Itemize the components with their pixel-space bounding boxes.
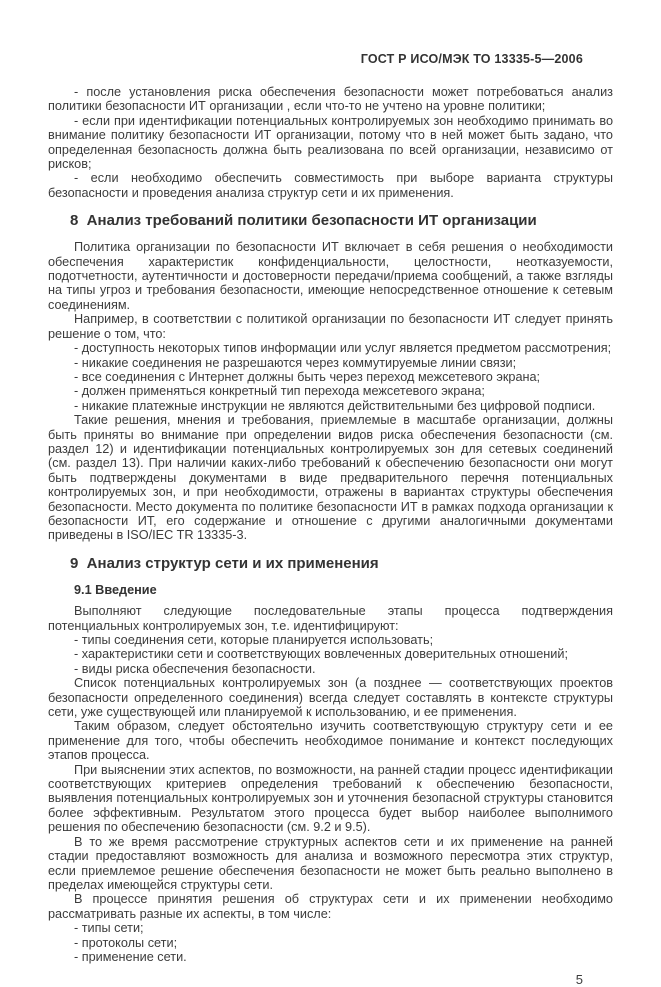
paragraph: Например, в соответствии с политикой организации по безопасности ИТ следует принять решение о том, что: — [48, 312, 613, 341]
list-item: - протоколы сети; — [74, 935, 178, 950]
document-code: ГОСТ Р ИСО/МЭК ТО 13335-5—2006 — [360, 52, 583, 66]
list-item: - характеристики сети и соответствующих вовлеченных доверительных отношений; — [74, 647, 568, 662]
list-item: - никакие соединения не разрешаются через коммутируемые линии связи; — [74, 355, 517, 370]
paragraph: В то же время рассмотрение структурных аспектов сети и их применение на ранней стадии предоставляют возможность для анализа и возможного пересмотра этих структур, если приемлемое решение обеспечения безопасности не может быть реально выполнено в пределах имеющейся структуры сети. — [48, 834, 613, 892]
page-number: 5 — [575, 972, 583, 987]
intro-bullet: - если необходимо обеспечить совместимость при выборе варианта структуры безопасности и проведения анализа структур сети и их применения. — [48, 171, 613, 200]
paragraph: При выяснении этих аспектов, по возможности, на ранней стадии процесс идентификации соответствующих критериев определения требований к обеспечению безопасности, выявления потенциальных контролируемых зон и уточнения безопасной структуры становится более эффективным. Результатом этого процесса будет выбор наиболее выполнимого решения по обеспечению безопасности (см. 9.2 и 9.5). — [48, 762, 613, 835]
section-9-heading: 9 Анализ структур сети и их применения — [70, 554, 379, 572]
section-8-heading: 8 Анализ требований политики безопасности ИТ организации — [70, 212, 537, 230]
list-item: - типы соединения сети, которые планируется использовать; — [74, 633, 434, 647]
paragraph: Выполняют следующие последовательные этапы процесса подтверждения потенциальных контролируемых зон, т.е. идентифицируют: — [48, 604, 613, 633]
intro-bullet: - после установления риска обеспечения безопасности может потребоваться анализ политики безопасности ИТ организации , если что-то не учтено на уровне политики; — [48, 85, 613, 114]
list-item: - никакие платежные инструкции не являются действительными без цифровой подписи. — [74, 398, 596, 413]
list-item: - доступность некоторых типов информации или услуг является предметом рассмотрения; — [74, 341, 612, 356]
list-item: - виды риска обеспечения безопасности. — [74, 661, 316, 676]
list-item: - все соединения с Интернет должны быть через переход межсетевого экрана; — [74, 369, 541, 384]
paragraph: Таким образом, следует обстоятельно изучить соответствующую структуру сети и ее применение для того, чтобы обеспечить необходимое понимание и контекст последующих этапов процесса. — [48, 719, 613, 763]
list-item: - должен применяться конкретный тип перехода межсетевого экрана; — [74, 384, 485, 399]
document-body — [48, 85, 613, 964]
list-item: - применение сети. — [74, 949, 187, 964]
paragraph: Список потенциальных контролируемых зон (а позднее — соответствующих проектов безопасности определенного соединения) всегда следует составлять в контексте структуры сети, уже существующей или планируемой к использованию, и ее применения. — [48, 676, 613, 720]
list-item: - типы сети; — [74, 921, 144, 936]
paragraph: В процессе принятия решения об структурах сети и их применении необходимо рассматривать разные их аспекты, в том числе: — [48, 892, 613, 921]
paragraph: Такие решения, мнения и требования, приемлемые в масштабе организации, должны быть приняты во внимание при определении видов риска обеспечения безопасности (см. раздел 12) и идентификации потенциальных контролируемых зон для сетевых соединений (см. раздел 13). При наличии каких-либо требований к обеспечению безопасности они могут быть подтверждены документами в виде предварительного перечня потенциальных контролируемых зон, и при необходимости, отражены в вариантах структуры обеспечения безопасности. Место документа по политике безопасности ИТ в рамках подхода организации к безопасности ИТ, его содержание и отношение с другими аналогичными документами приведены в ISO/IEC TR 13335-3. — [48, 413, 613, 543]
paragraph: Политика организации по безопасности ИТ включает в себя решения о необходимости обеспечения характеристик конфиденциальности, целостности, неотказуемости, подотчетности, аутентичности и достоверности передачи/приема сообщений, а также взгляды на типы угроз и требования безопасности, имеющие непосредственное отношение к сетевым соединениям. — [48, 240, 613, 312]
section-9-1-heading: 9.1 Введение — [74, 582, 157, 597]
intro-bullet: - если при идентификации потенциальных контролируемых зон необходимо принимать во внимание политику безопасности ИТ организации, потому что в ней может быть задано, что определенная безопасность должна быть реализована по всей организации, независимо от рисков; — [48, 113, 613, 172]
